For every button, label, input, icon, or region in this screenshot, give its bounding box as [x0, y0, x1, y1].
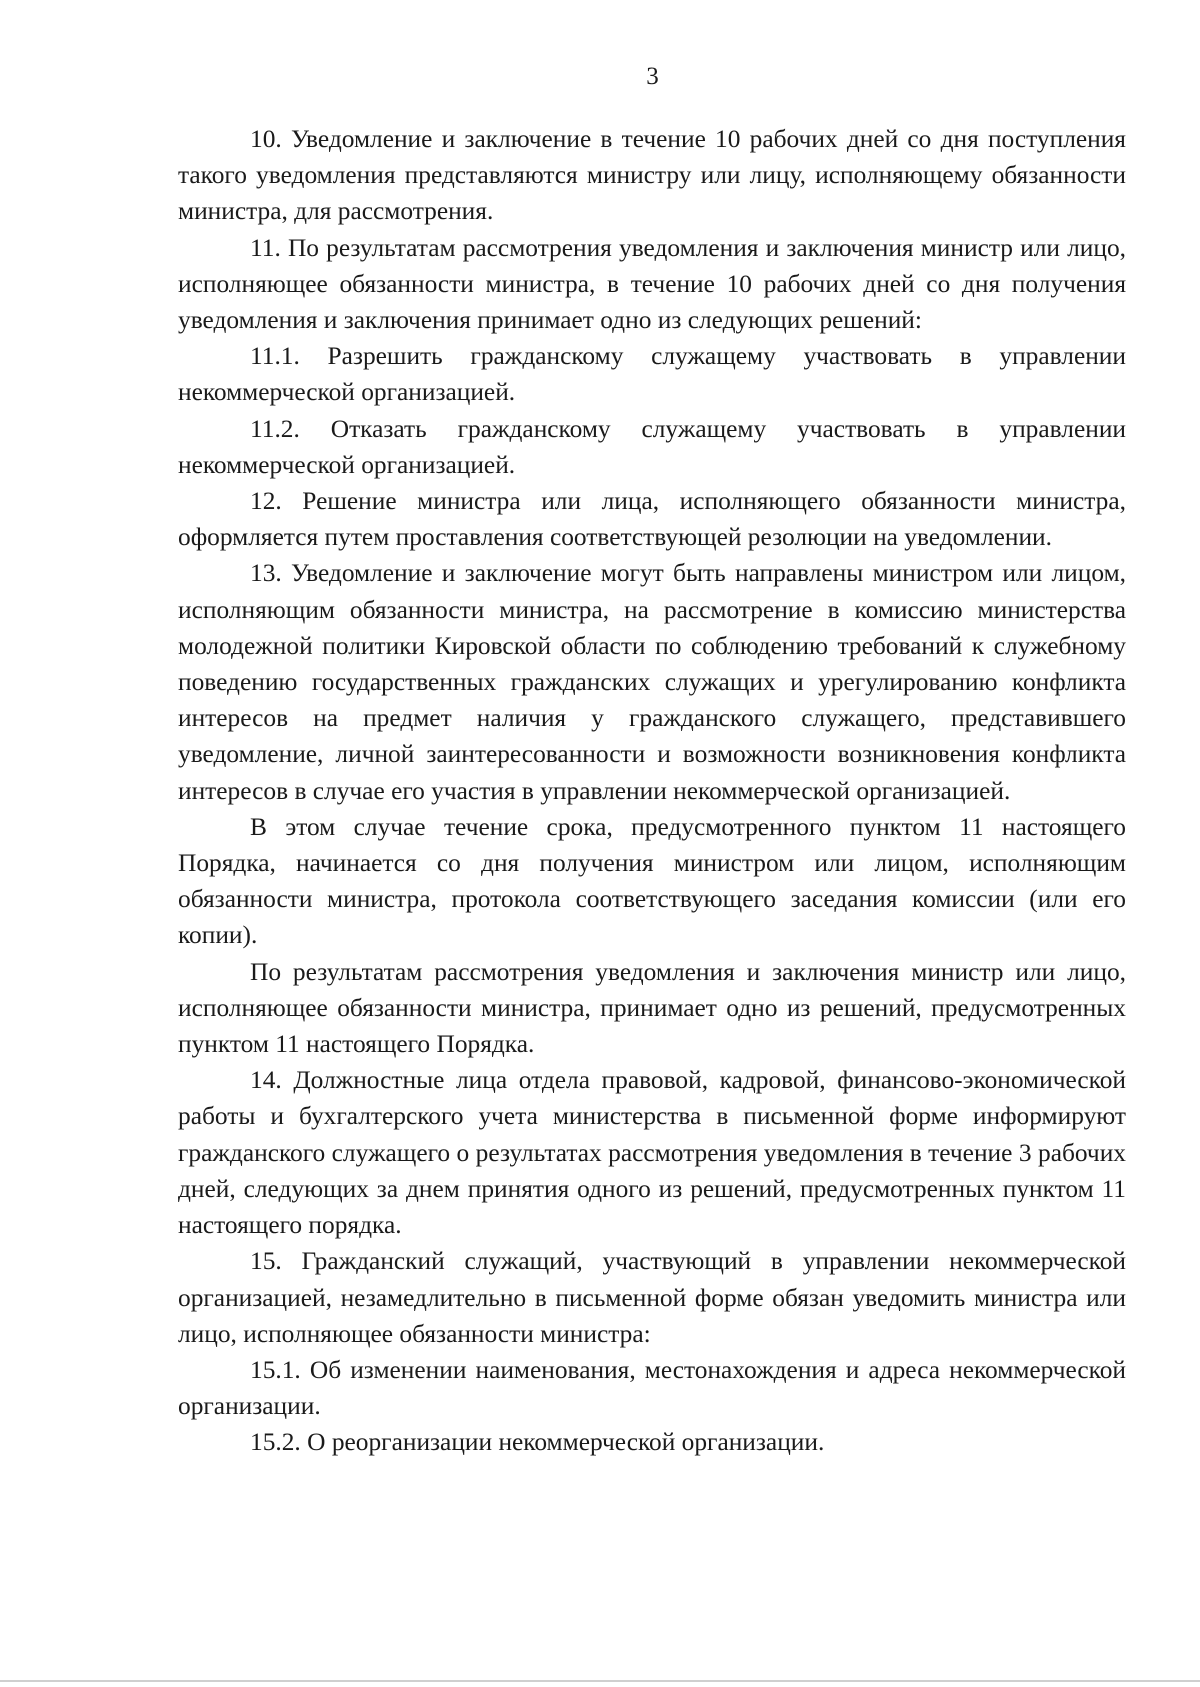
document-body — [178, 121, 1126, 1461]
paragraph-11-2: 11.2. Отказать гражданскому служащему участвовать в управлении некоммерческой организацией. — [178, 414, 1126, 479]
paragraph-11-1: 11.1. Разрешить гражданскому служащему участвовать в управлении некоммерческой организацией. — [178, 342, 1126, 407]
paragraph-13: 13. Уведомление и заключение могут быть направлены министром или лицом, исполняющим обязанности министра, на рассмотрение в комиссию министерства молодежной политики Кировской области по соблюдению требований к служебному поведению государственных гражданских служащих и урегулированию конфликта интересов на предмет наличия у гражданского служащего, представившего уведомление, личной заинтересованности и возможности возникновения конфликта интересов в случае его участия в управлении некоммерческой организацией. — [178, 559, 1126, 805]
paragraph-15-1: 15.1. Об изменении наименования, местонахождения и адреса некоммерческой организации. — [178, 1355, 1126, 1421]
paragraph-15: 15. Гражданский служащий, участвующий в управлении некоммерческой организацией, незамедлительно в письменной форме обязан уведомить министра или лицо, исполняющее обязанности министра: — [178, 1247, 1126, 1348]
paragraph-13-case: В этом случае течение срока, предусмотренного пунктом 11 настоящего Порядка, начинается со дня получения министром или лицом, исполняющим обязанности министра, протокола соответствующего заседания комиссии (или его копии). — [178, 812, 1126, 950]
paragraph-13-result: По результатам рассмотрения уведомления и заключения министр или лицо, исполняющее обязанности министра, принимает одно из решений, предусмотренных пунктом 11 настоящего Порядка. — [178, 957, 1126, 1059]
paragraph-15-2: 15.2. О реорганизации некоммерческой организации. — [250, 1428, 825, 1457]
paragraph-11: 11. По результатам рассмотрения уведомления и заключения министр или лицо, исполняющее обязанности министра, в течение 10 рабочих дней со дня получения уведомления и заключения принимает одно из следующих решений: — [178, 233, 1126, 335]
paragraph-14: 14. Должностные лица отдела правовой, кадровой, финансово-экономической работы и бухгалтерского учета министерства в письменной форме информируют гражданского служащего о результатах рассмотрения уведомления в течение 3 рабочих дней, следующих за днем принятия одного из решений, предусмотренных пунктом 11 настоящего порядка. — [178, 1066, 1126, 1240]
paragraph-10: 10. Уведомление и заключение в течение 10 рабочих дней со дня поступления такого уведомления представляются министру или лицу, исполняющему обязанности министра, для рассмотрения. — [178, 125, 1126, 226]
page-number: 3 — [646, 63, 659, 90]
paragraph-12: 12. Решение министра или лица, исполняющего обязанности министра, оформляется путем проставления соответствующей резолюции на уведомлении. — [178, 487, 1126, 552]
scan-bottom-edge — [0, 1680, 1200, 1682]
